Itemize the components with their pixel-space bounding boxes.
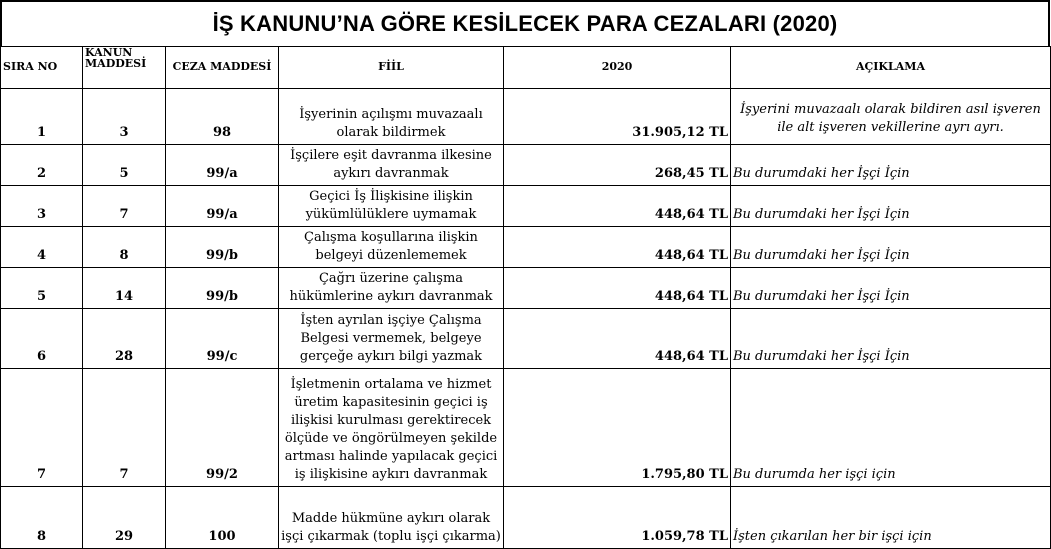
cell-ceza: 99/b — [166, 268, 279, 309]
cell-aciklama: Bu durumdaki her İşçi İçin — [731, 145, 1051, 186]
cell-no: 2 — [1, 145, 83, 186]
cell-no: 4 — [1, 227, 83, 268]
table-row — [1, 145, 1051, 186]
cell-fiil: Madde hükmüne aykırı olarak işçi çıkarmak (toplu işçi çıkarma) — [279, 487, 504, 549]
table-row — [1, 369, 1051, 487]
cell-aciklama: İşyerini muvazaalı olarak bildiren asıl işveren ile alt işveren vekillerine ayrı ayrı. — [731, 89, 1051, 145]
cell-fiil: İşyerinin açılışmı muvazaalı olarak bildirmek — [279, 89, 504, 145]
cell-ceza: 99/2 — [166, 369, 279, 487]
cell-amount: 1.795,80 TL — [504, 369, 731, 487]
header-sira-no: SIRA NO — [1, 47, 83, 89]
cell-amount: 448,64 TL — [504, 309, 731, 369]
cell-no: 6 — [1, 309, 83, 369]
cell-kanun: 7 — [83, 186, 166, 227]
cell-no: 1 — [1, 89, 83, 145]
cell-aciklama: İşten çıkarılan her bir işçi için — [731, 487, 1051, 549]
cell-kanun: 28 — [83, 309, 166, 369]
header-yil: 2020 — [504, 47, 731, 89]
cell-aciklama: Bu durumdaki her İşçi İçin — [731, 186, 1051, 227]
cell-no: 3 — [1, 186, 83, 227]
cell-fiil: Geçici İş İlişkisine ilişkin yükümlülüklere uymamak — [279, 186, 504, 227]
cell-no: 8 — [1, 487, 83, 549]
table-row — [1, 89, 1051, 145]
cell-aciklama: Bu durumdaki her İşçi İçin — [731, 309, 1051, 369]
cell-aciklama: Bu durumdaki her İşçi İçin — [731, 227, 1051, 268]
cell-kanun: 14 — [83, 268, 166, 309]
header-fiil: FİİL — [279, 47, 504, 89]
cell-kanun: 7 — [83, 369, 166, 487]
cell-ceza: 100 — [166, 487, 279, 549]
page-title: İŞ KANUNU’NA GÖRE KESİLECEK PARA CEZALARI (2020) — [0, 0, 1050, 46]
cell-amount: 1.059,78 TL — [504, 487, 731, 549]
table-row — [1, 227, 1051, 268]
cell-no: 7 — [1, 369, 83, 487]
header-ceza-maddesi: CEZA MADDESİ — [166, 47, 279, 89]
cell-fiil: İşten ayrılan işçiye Çalışma Belgesi vermemek, belgeye gerçeğe aykırı bilgi yazmak — [279, 309, 504, 369]
header-row — [1, 47, 1051, 89]
table-row — [1, 487, 1051, 549]
cell-amount: 448,64 TL — [504, 227, 731, 268]
cell-fiil: İşçilere eşit davranma ilkesine aykırı davranmak — [279, 145, 504, 186]
penalty-table — [0, 46, 1051, 549]
cell-amount: 31.905,12 TL — [504, 89, 731, 145]
cell-amount: 268,45 TL — [504, 145, 731, 186]
cell-aciklama: Bu durumda her işçi için — [731, 369, 1051, 487]
cell-kanun: 5 — [83, 145, 166, 186]
cell-no: 5 — [1, 268, 83, 309]
cell-ceza: 98 — [166, 89, 279, 145]
table-row — [1, 186, 1051, 227]
table-row — [1, 268, 1051, 309]
cell-kanun: 29 — [83, 487, 166, 549]
cell-fiil: Çağrı üzerine çalışma hükümlerine aykırı davranmak — [279, 268, 504, 309]
cell-kanun: 8 — [83, 227, 166, 268]
header-aciklama: AÇIKLAMA — [731, 47, 1051, 89]
cell-fiil: Çalışma koşullarına ilişkin belgeyi düzenlememek — [279, 227, 504, 268]
cell-ceza: 99/a — [166, 186, 279, 227]
header-kanun-maddesi: KANUN MADDESİ — [83, 47, 166, 89]
cell-aciklama: Bu durumdaki her İşçi İçin — [731, 268, 1051, 309]
cell-amount: 448,64 TL — [504, 186, 731, 227]
cell-ceza: 99/a — [166, 145, 279, 186]
table-row — [1, 309, 1051, 369]
cell-amount: 448,64 TL — [504, 268, 731, 309]
cell-ceza: 99/b — [166, 227, 279, 268]
cell-ceza: 99/c — [166, 309, 279, 369]
cell-kanun: 3 — [83, 89, 166, 145]
cell-fiil: İşletmenin ortalama ve hizmet üretim kapasitesinin geçici iş ilişkisi kurulması gerektirecek ölçüde ve öngörülmeyen şekilde artması halinde yapılacak geçici iş ilişkisine aykırı davranmak — [279, 369, 504, 487]
